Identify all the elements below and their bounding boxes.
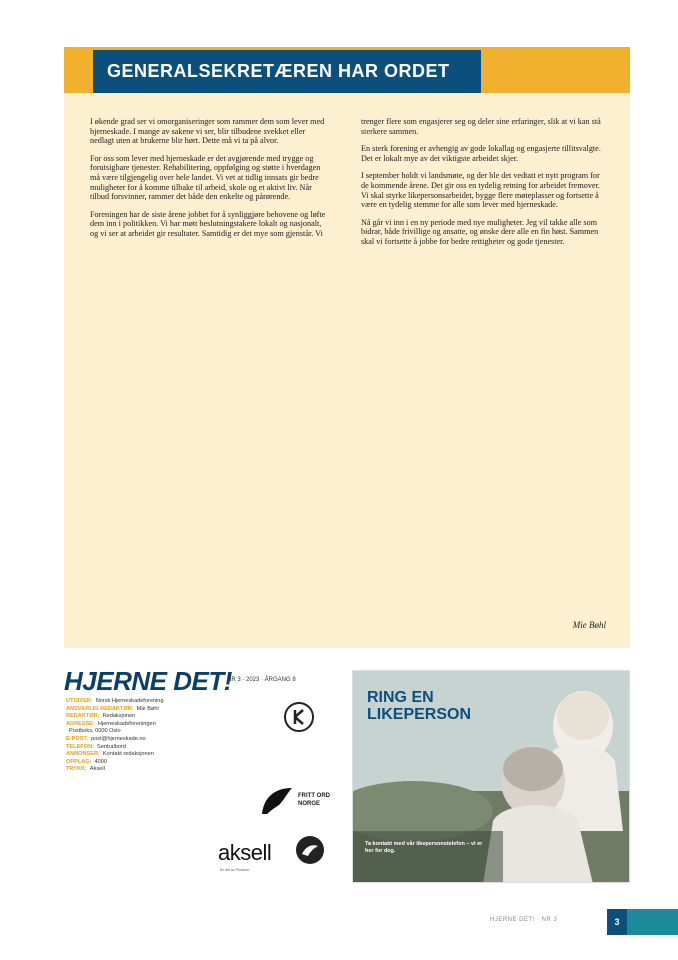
ad-caption: Ta kontakt med vår likepersonstelefon – vi er her for deg. [365,841,483,854]
k-mark-icon [290,708,308,726]
colophon-row: UTGIVER: Norsk Hjerneskadeforening [66,698,164,704]
article-paragraph: En sterk forening er avhengig av gode lokallag og engasjerte tillitsvalgte. Det er lokalt mye av det viktigste arbeidet skjer. [361,144,601,163]
colophon-row: TRYKK: Aksell [66,766,105,773]
colophon-row: REDAKTØR: Redaksjonen [66,713,136,720]
article-paragraph: I september holdt vi landsmøte, og der ble det vedtatt et nytt program for de kommende årene. Det gir oss en tydelig retning for arbeidet fremover. Vi skal styrke likepersonsarbeidet, bygge flere møteplasser og fortsette å være en tydelig stemme for alle som lever med hjerneskade. [361,171,600,210]
colophon-list [66,698,256,774]
k-logo-icon [284,702,314,732]
aksell-tagline: En del av Printcom [220,868,250,872]
ad-title: RING EN LIKEPERSON [367,689,472,723]
signature: Mie Bøhl [572,620,606,630]
colophon-row: OPPLAG: 4000 [66,758,107,765]
editorial-article [64,47,630,648]
colophon [64,666,346,896]
article-paragraph: Foreningen har de siste årene jobbet for å synliggjøre behovene og løfte dem inn i politikken. Vi har møtt beslutningstakere lokalt og nasjonalt, og vi ser at arbeidet gir resultater. Samtidig er det mye som gjenstår. Vi trenger flere som engasjerer seg og deler sine erfaringer, slik at vi kan stå sterkere sammen. [90,117,601,238]
likeperson-ad[interactable] [352,670,630,883]
swan-mark-icon [296,836,324,864]
colophon-row: TELEFON: Sentralbord [66,743,126,750]
swan-ecolabel-icon [296,836,324,864]
article-paragraph: Nå går vi inn i en ny periode med nye muligheter. Jeg vil takke alle som bidrar, både frivillige og ansatte, og ønske dere alle en fin høst. Sammen skal vi fortsette å jobbe for bedre rettigheter og gode tjenester. [361,217,599,246]
magazine-logo: HJERNE DET! [64,666,232,696]
colophon-row: ANNONSER: Kontakt redaksjonen [66,751,154,758]
colophon-row: ANSVARLIG REDAKTØR: Mie Bøhl [66,705,159,712]
fritt-ord-logo [258,784,348,828]
leaf-icon [258,784,296,820]
colophon-row: Postboks, 0000 Oslo [69,728,121,735]
article-paragraph: For oss som lever med hjerneskade er det avgjørende med trygge og forutsigbare tjenester. Rehabilitering, oppfølging og støtte i hverdagen må være tilgjengelig over hele landet. Vi vet at tidlig innsats gir bedre muligheter for å komme tilbake til arbeid, skole og et aktivt liv. Når tilbud forsvinner, rammer det både den enkelte og pårørende. [90,153,321,202]
article-paragraph: I økende grad ser vi omorganiseringer som rammer dem som lever med hjerneskade. I mange av sakene vi ser, blir tilbudene svekket eller nedlagt uten at brukerne blir hørt. Dette må vi ta på alvor. [90,117,325,146]
colophon-row: E-POST: post@hjerneskade.no [66,735,146,742]
article-heading: GENERALSEKRETÆREN HAR ORDET [93,50,481,93]
fritt-ord-label: FRITT ORD NORGE [298,793,330,807]
aksell-logo: aksell [218,840,272,865]
footer-magazine-name: HJERNE DET! · NR 3 [490,917,558,923]
issue-info: NR 3 · 2023 · ÅRGANG 8 [227,677,296,683]
heading-band [64,47,630,93]
page-number: 3 [607,909,627,935]
colophon-row: ADRESSE: Hjerneskadeforeningen [66,720,156,727]
article-body [90,117,602,637]
